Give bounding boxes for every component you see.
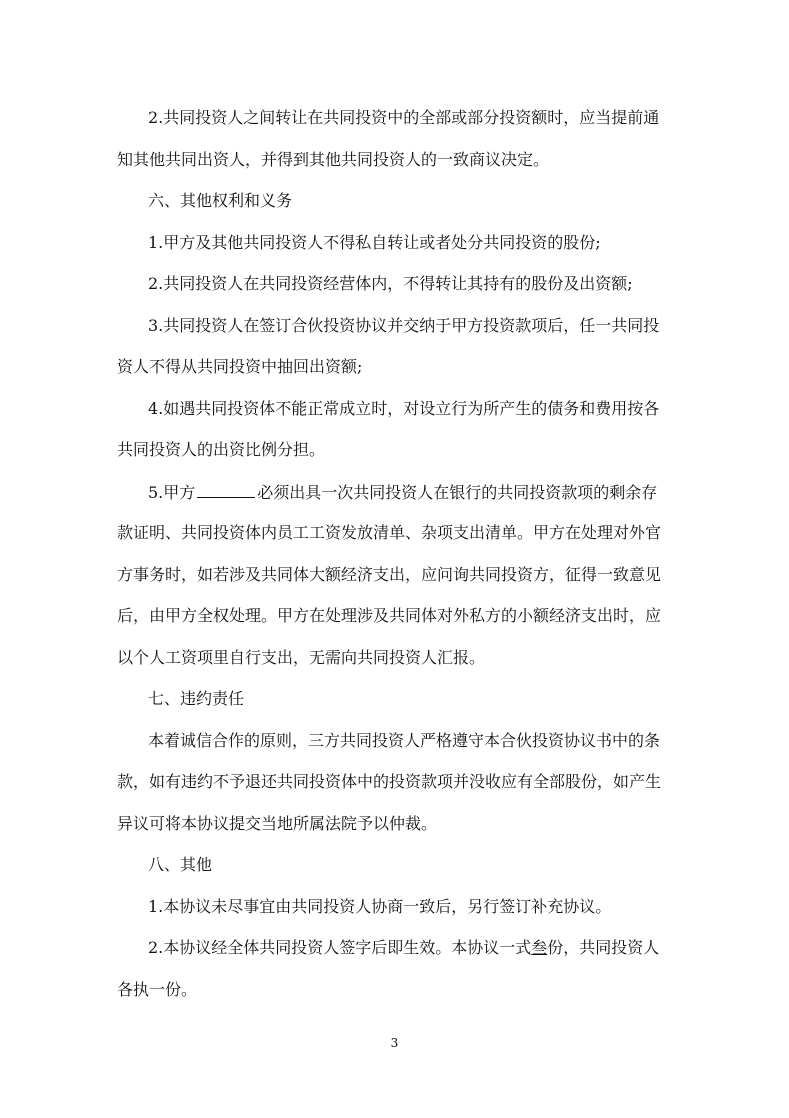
clause-prefix: 5.甲方 bbox=[148, 483, 196, 502]
section-heading: 七、违约责任 bbox=[148, 689, 245, 708]
paragraph-line: 1.本协议未尽事宜由共同投资人协商一致后，另行签订补充协议。 bbox=[148, 897, 612, 916]
paragraph-line: 共同投资人的出资比例分担。 bbox=[117, 440, 326, 459]
paragraph-line: 资人不得从共同投资中抽回出资额; bbox=[117, 357, 363, 376]
paragraph-line: 以个人工资项里自行支出，无需向共同投资人汇报。 bbox=[117, 648, 486, 667]
paragraph-line: 异议可将本协议提交当地所属法院予以仲裁。 bbox=[117, 814, 438, 833]
blank-fill-line bbox=[197, 482, 255, 498]
paragraph-line: 2.共同投资人在共同投资经营体内，不得转让其持有的股份及出资额; bbox=[148, 274, 633, 293]
paragraph-line bbox=[148, 482, 657, 503]
paragraph-line: 4.如遇共同投资体不能正常成立时，对设立行为所产生的债务和费用按各 bbox=[148, 399, 660, 418]
paragraph-line: 各执一份。 bbox=[117, 980, 198, 999]
clause-text: 必须出具一次共同投资人在银行的共同投资款项的剩余存 bbox=[257, 483, 658, 502]
paragraph-line: 本着诚信合作的原则，三方共同投资人严格遵守本合伙投资协议书中的条 bbox=[148, 731, 661, 750]
page-number: 3 bbox=[390, 1036, 399, 1050]
paragraph-line: 知其他共同出资人，并得到其他共同投资人的一致商议决定。 bbox=[117, 150, 550, 169]
underlined-copies: 叁 bbox=[531, 938, 548, 957]
paragraph-line: 方事务时，如若涉及共同体大额经济支出，应问询共同投资方，征得一致意见 bbox=[117, 565, 662, 584]
paragraph-line: 3.共同投资人在签订合伙投资协议并交纳于甲方投资款项后，任一共同投 bbox=[148, 316, 660, 335]
clause-text: 份，共同投资人 bbox=[547, 938, 660, 957]
paragraph-line: 1.甲方及其他共同投资人不得私自转让或者处分共同投资的股份; bbox=[148, 233, 601, 252]
paragraph-line: 后，由甲方全权处理。甲方在处理涉及共同体对外私方的小额经济支出时，应 bbox=[117, 606, 662, 625]
section-heading: 六、其他权利和义务 bbox=[148, 191, 293, 210]
paragraph-line: 款证明、共同投资体内员工工资发放清单、杂项支出清单。甲方在处理对外官 bbox=[117, 523, 662, 542]
section-heading: 八、其他 bbox=[148, 855, 213, 874]
paragraph-line: 2.共同投资人之间转让在共同投资中的全部或部分投资额时，应当提前通 bbox=[148, 108, 660, 127]
paragraph-line: 款，如有违约不予退还共同投资体中的投资款项并没收应有全部股份，如产生 bbox=[117, 772, 662, 791]
paragraph-line bbox=[148, 938, 659, 958]
clause-text: 2.本协议经全体共同投资人签字后即生效。本协议一式 bbox=[148, 938, 532, 957]
